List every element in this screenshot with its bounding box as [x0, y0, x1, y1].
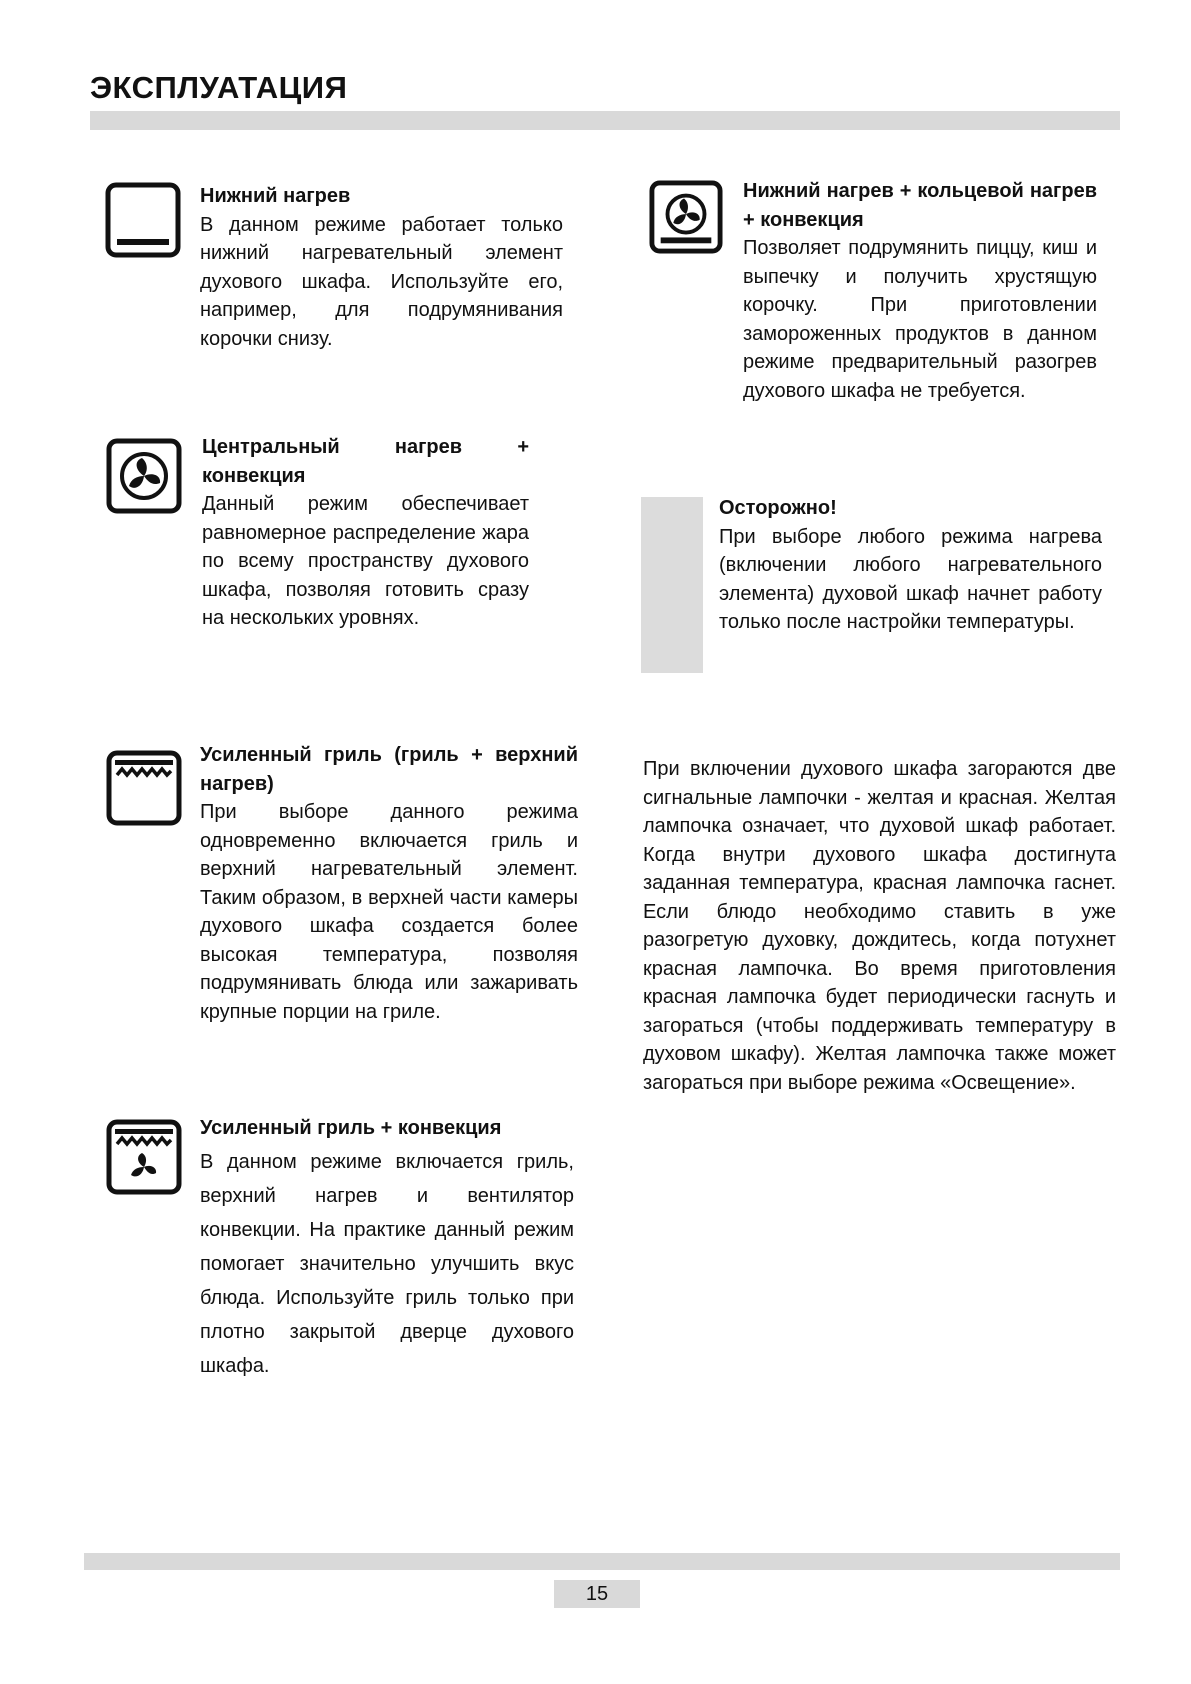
mode-title: Усиленный гриль + конвекция — [200, 1117, 502, 1139]
mode-central-heat-convection — [202, 433, 529, 633]
bottom-heat-icon — [105, 182, 181, 258]
caution-marker — [641, 497, 703, 673]
lamps-info — [643, 755, 1116, 1097]
mode-bottom-heat — [200, 182, 563, 353]
mode-description: В данном режиме включается гриль, верхний нагрев и вентилятор конвекции. На практике данный режим помогает значительно улучшить вкус блюда. Используйте гриль только при плотно закрытой дверце духового шкафа. — [200, 1151, 574, 1377]
mode-title: Нижний нагрев + кольцевой нагрев + конвекция — [743, 180, 1097, 231]
intensive-grill-convection-icon — [106, 1119, 182, 1195]
caution-note — [719, 494, 1102, 637]
page-title: ЭКСПЛУАТАЦИЯ — [90, 70, 348, 105]
central-heat-convection-icon — [106, 438, 182, 514]
page-number: 15 — [554, 1580, 640, 1608]
mode-intensive-grill-convection — [200, 1111, 574, 1383]
mode-description: Позволяет подрумянить пиццу, киш и выпечку и получить хрустящую корочку. При приготовлении замороженных продуктов в данном режиме предварительный разогрев духового шкафа не требуется. — [743, 237, 1097, 402]
lamps-info-text: При включении духового шкафа загораются две сигнальные лампочки - желтая и красная. Желтая лампочка означает, что духовой шкаф работает. Когда внутри духового шкафа достигнута заданная температура, красная лампочка гаснет. Если блюдо необходимо ставить в уже разогретую духовку, дождитесь, когда потухнет красная лампочка. Во время приготовления красная лампочка будет периодически гаснуть и загораться (чтобы поддерживать температуру в духовом шкафу). Желтая лампочка также может загораться при выборе режима «Освещение». — [643, 758, 1116, 1094]
mode-title: Центральный нагрев + конвекция — [202, 436, 529, 487]
footer-rule — [84, 1553, 1120, 1570]
intensive-grill-icon — [106, 750, 182, 826]
mode-bottom-heat-ring-convection — [743, 177, 1097, 405]
mode-title: Нижний нагрев — [200, 185, 351, 207]
mode-description: В данном режиме работает только нижний нагревательный элемент духового шкафа. Используйте его, например, для подрумянивания корочки снизу. — [200, 213, 563, 350]
header-rule — [90, 111, 1120, 130]
caution-title: Осторожно! — [719, 497, 837, 519]
bottom-heat-ring-convection-icon — [649, 180, 723, 254]
mode-description: При выборе данного режима одновременно включается гриль и верхний нагревательный элемент. Таким образом, в верхней части камеры духового шкафа создается более высокая температура, позволяя подрумянивать блюда или зажаривать крупные порции на гриле. — [200, 801, 578, 1023]
mode-title: Усиленный гриль (гриль + верхний нагрев) — [200, 744, 578, 795]
mode-intensive-grill — [200, 741, 578, 1026]
caution-text: При выборе любого режима нагрева (включении любого нагревательного элемента) духовой шкаф начнет работу только после настройки температуры. — [719, 525, 1102, 633]
mode-description: Данный режим обеспечивает равномерное распределение жара по всему пространству духового шкафа, позволяя готовить сразу на нескольких уровнях. — [202, 493, 529, 629]
